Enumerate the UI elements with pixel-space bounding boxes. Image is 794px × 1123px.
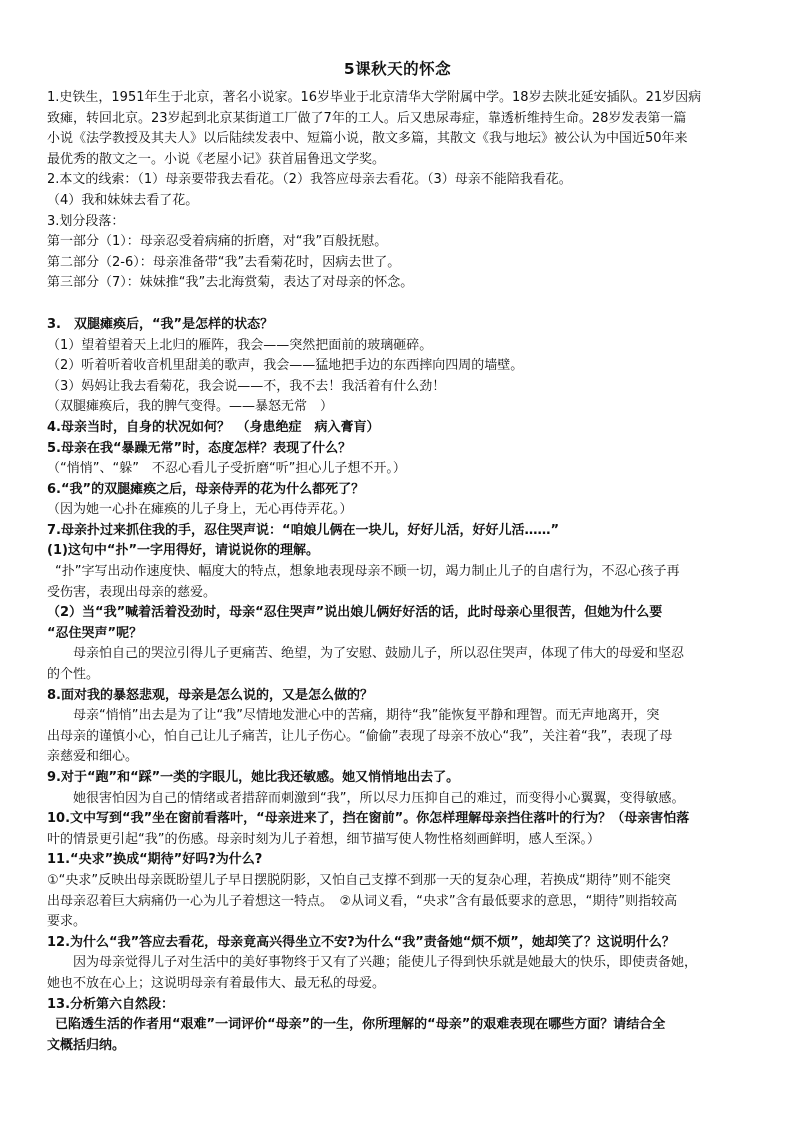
text-line: “扑”字写出动作速度快、幅度大的特点，想象地表现母亲不顾一切，竭力制止儿子的自虐行为，不忍心孩子再 (55, 564, 680, 580)
question-line: 文概括归纳。 (47, 1037, 126, 1053)
question-line: 11.“央求”换成“期待”好吗?为什么? (47, 852, 263, 868)
text-line: （因为她一心扑在瘫痪的儿子身上，无心再侍弄花。） (47, 502, 353, 518)
question-line: 13.分析第六自然段： (47, 996, 175, 1012)
text-line: （双腿瘫痪后，我的脾气变得。——暴怒无常 ） (47, 399, 334, 415)
text-line: （3）妈妈让我去看菊花，我会说——不，我不去！我活着有什么劲！ (47, 378, 446, 394)
text-line: 她很害怕因为自己的情绪或者措辞而刺激到“我”，所以尽力压抑自己的难过，而变得小心翼翼，变得敏感。 (73, 790, 685, 806)
question-line: 7.母亲扑过来抓住我的手，忍住哭声说：“咱娘儿俩在一块儿，好好儿活，好好儿活……” (47, 522, 560, 538)
text-line: （1）望着望着天上北归的雁阵，我会——突然把面前的玻璃砸碎。 (47, 337, 433, 353)
text-line: 最优秀的散文之一。小说《老屋小记》获首届鲁迅文学奖。 (47, 151, 386, 167)
text-line: 母亲“悄悄”出去是为了让“我”尽情地发泄心中的苦痛，期待“我”能恢复平静和理智。而无声地离开，突 (73, 708, 660, 724)
question-line: 5.母亲在我“暴躁无常”时，态度怎样？表现了什么？ (47, 440, 352, 456)
text-line: 第三部分（7）：妹妹推“我”去北海赏菊，表达了对母亲的怀念。 (47, 275, 414, 291)
text-line: 1.史铁生，1951年生于北京，著名小说家。16岁毕业于北京清华大学附属中学。18岁去陕北延安插队。21岁因病 (47, 90, 702, 105)
text-line: 第二部分（2-6）：母亲准备带“我”去看菊花时，因病去世了。 (47, 254, 401, 270)
question-line: 3. 双腿瘫痪后，“我”是怎样的状态？ (47, 316, 274, 332)
text-line: ①“央求”反映出母亲既盼望儿子早日摆脱阴影，又怕自己支撑不到那一天的复杂心理，若换成“期待”则不能突 (47, 872, 671, 888)
text-line: 要求。 (47, 914, 87, 930)
blank-line (47, 294, 748, 315)
text-line: 2.本文的线索：（1）母亲要带我去看花。（2）我答应母亲去看花。（3）母亲不能陪我看花。 (47, 172, 572, 188)
question-line: 8.面对我的暴怒悲观，母亲是怎么说的，又是怎么做的？ (47, 687, 373, 703)
question-line: “忍住哭声”呢？ (47, 625, 143, 641)
text-line: 小说《法学教授及其夫人》以后陆续发表中、短篇小说，散文多篇，其散文《我与地坛》被公认为中国近50年来 (47, 131, 688, 147)
question-line: 已陷透生活的作者用“艰难”一词评价“母亲”的一生，你所理解的“母亲”的艰难表现在哪些方面？请结合全 (55, 1017, 666, 1033)
question-line: （2）当“我”喊着活着没劲时，母亲“忍住哭声”说出娘儿俩好好活的话，此时母亲心里很苦，但她为什么要 (47, 605, 663, 621)
question-line: 12.为什么“我”答应去看花，母亲竟高兴得坐立不安?为什么“我”责备她“烦不烦”，她却笑了？这说明什么？ (47, 934, 675, 950)
text-line: 受伤害，表现出母亲的慈爱。 (47, 584, 217, 600)
page-title: 5课秋天的怀念 (343, 60, 452, 78)
text-line: 致瘫，转回北京。23岁起到北京某街道工厂做了7年的工人。后又患尿毒症，靠透析维持生命。28岁发表第一篇 (47, 110, 687, 126)
text-line: 叶的情景更引起“我”的伤感。母亲时刻为儿子着想，细节描写使人物性格刻画鲜明，感人至深。） (47, 831, 600, 847)
text-line: （4）我和妹妹去看了花。 (47, 192, 199, 208)
text-line: 的个性。 (47, 667, 100, 683)
question-line: 10.文中写到“我”坐在窗前看落叶，“母亲进来了，挡在窗前”。你怎样理解母亲挡住落叶的行为？（母亲害怕落 (47, 811, 690, 827)
text-line: 因为母亲觉得儿子对生活中的美好事物终于又有了兴趣；能使儿子得到快乐就是她最大的快乐，即使责备她， (73, 955, 698, 971)
text-line: 出母亲的谨慎小心，怕自己让儿子痛苦，让儿子伤心。“偷偷”表现了母亲不放心“我”，关注着“我”，表现了母 (47, 728, 673, 744)
question-line: (1)这句中“扑”一字用得好，请说说你的理解。 (47, 543, 320, 559)
text-line: 3.划分段落： (47, 213, 125, 229)
text-line: 她也不放在心上；这说明母亲有着最伟大、最无私的母爱。 (47, 975, 386, 991)
question-line: 9.对于“跑”和“踩”一类的字眼儿，她比我还敏感。她又悄悄地出去了。 (47, 770, 460, 785)
text-line: 第一部分（1）：母亲忍受着病痛的折磨，对“我”百般抚慰。 (47, 234, 388, 250)
question-line: 4.母亲当时，自身的状况如何？ （身患绝症 病入膏肓） (47, 419, 380, 435)
text-line: 母亲怕自己的哭泣引得儿子更痛苦、绝望，为了安慰、鼓励儿子，所以忍住哭声，体现了伟大的母爱和坚忍 (73, 646, 685, 662)
text-line: 亲慈爱和细心。 (47, 749, 139, 765)
document-body (47, 88, 748, 1056)
question-line: 6.“我”的双腿瘫痪之后，母亲侍弄的花为什么都死了？ (47, 481, 365, 497)
text-line: （“悄悄”、“躲” 不忍心看儿子受折磨“听”担心儿子想不开。） (47, 461, 406, 477)
text-line: （2）听着听着收音机里甜美的歌声，我会——猛地把手边的东西摔向四周的墙壁。 (47, 358, 524, 374)
text-line: 出母亲忍着巨大病痛仍一心为儿子着想这一特点。 ②从词义看，“央求”含有最低要求的意思，“期待”则指较高 (47, 893, 678, 909)
